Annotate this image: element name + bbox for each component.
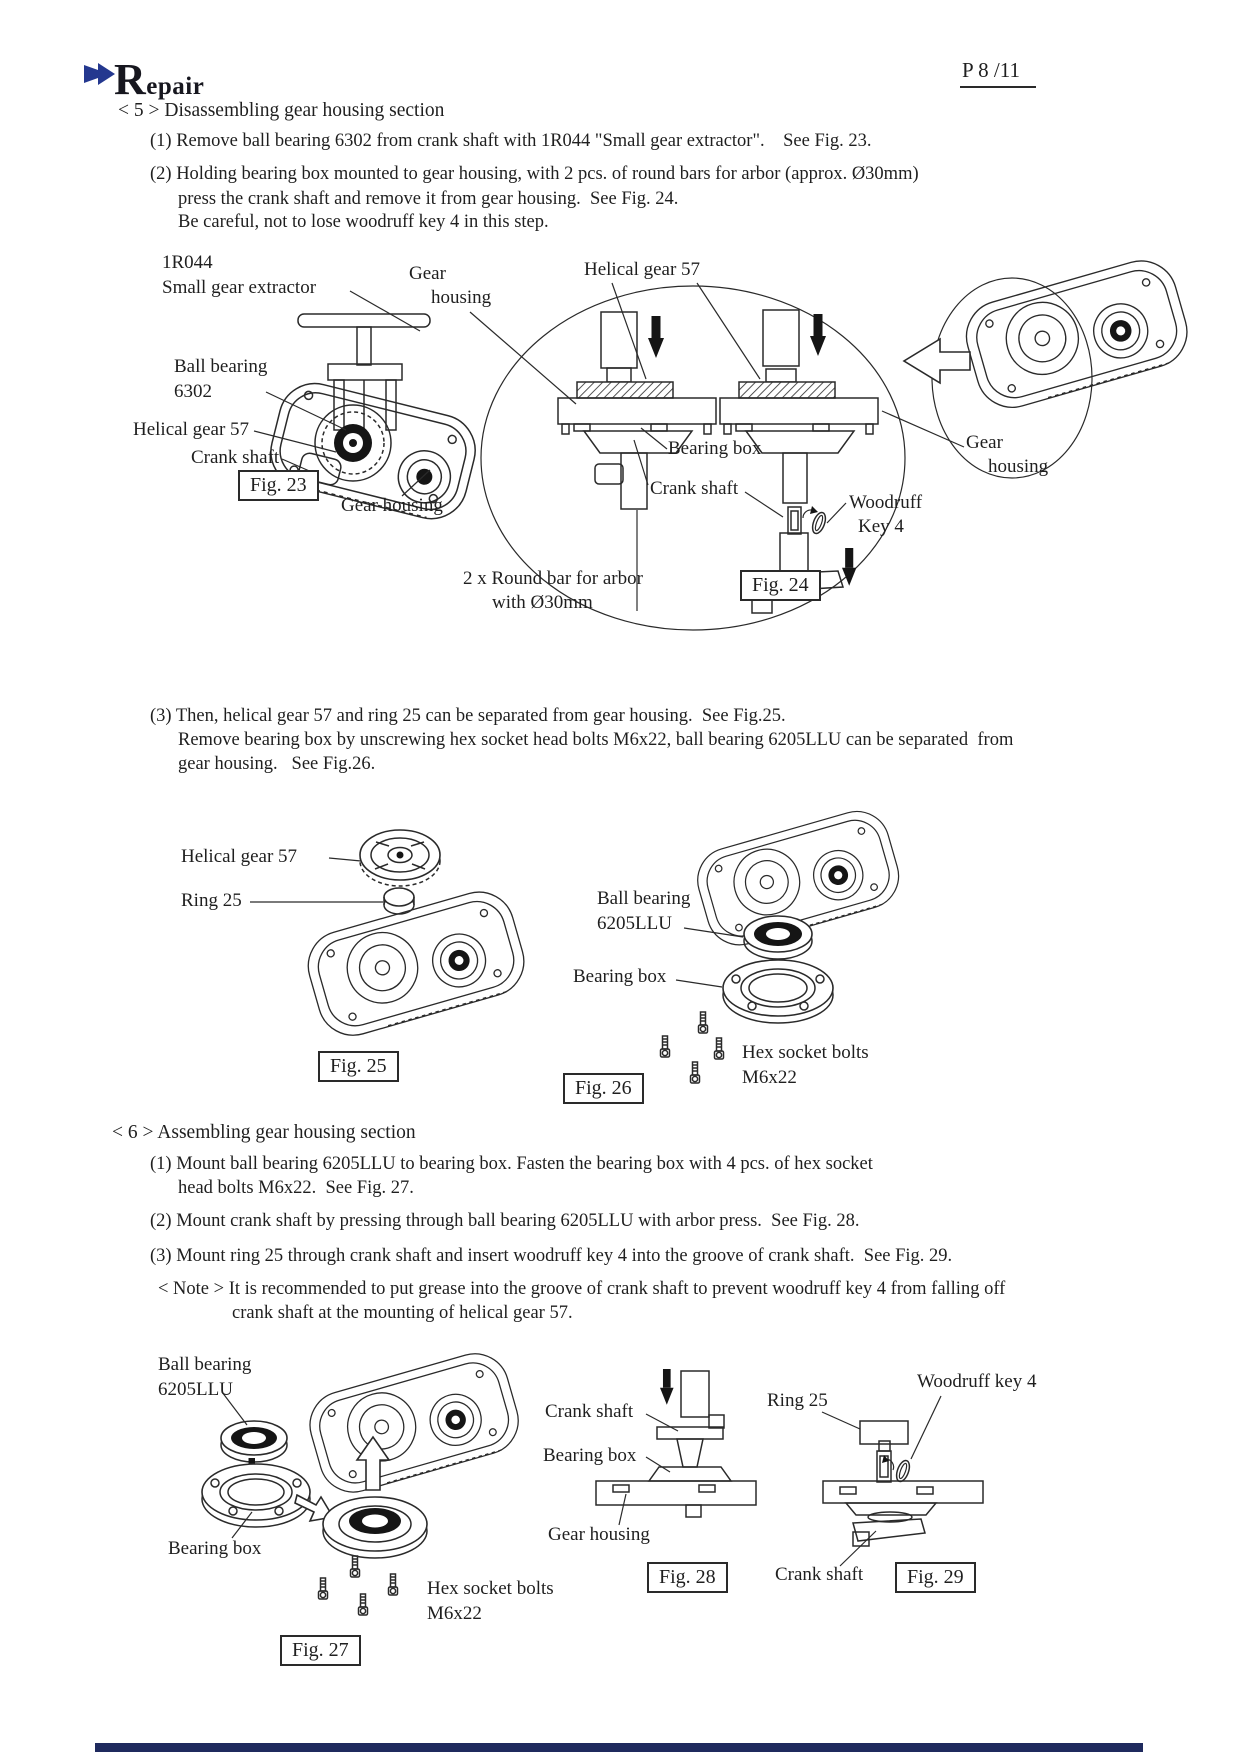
section5-step2-line3: Be careful, not to lose woodruff key 4 in this step. <box>178 212 549 232</box>
bolt-icon <box>359 1594 368 1615</box>
fig28-label-gear-housing: Gear housing <box>548 1524 650 1545</box>
fig24-caption: Fig. 24 <box>740 570 821 601</box>
fig26-caption: Fig. 26 <box>563 1073 644 1104</box>
fig24-gear-housing-3d <box>904 252 1195 478</box>
header-arrow-icon <box>84 63 115 85</box>
fig24-label-woodruff-line2: Key 4 <box>858 516 904 537</box>
section6-note-line1: < Note > It is recommended to put grease into the groove of crank shaft to prevent woodruff key 4 from falling off <box>158 1279 1006 1299</box>
fig29-label-crank-shaft: Crank shaft <box>775 1564 864 1585</box>
fig27-label-bearing-box: Bearing box <box>168 1538 262 1559</box>
fig29-label-ring: Ring 25 <box>767 1390 828 1411</box>
fig26-label-hex-bolts-line2: M6x22 <box>742 1067 797 1088</box>
fig23-caption: Fig. 23 <box>238 470 319 501</box>
section6-step2: (2) Mount crank shaft by pressing through ball bearing 6205LLU with arbor press. See Fig. 28. <box>150 1211 860 1231</box>
section6-step1-line1: (1) Mount ball bearing 6205LLU to bearing box. Fasten the bearing box with 4 pcs. of hex socket <box>150 1154 873 1174</box>
section5-step1: (1) Remove ball bearing 6302 from crank shaft with 1R044 "Small gear extractor". See Fig. 23. <box>150 131 872 151</box>
fig25-caption: Fig. 25 <box>318 1051 399 1082</box>
press-arrow-icon <box>648 316 664 358</box>
fig26-label-bearing-box: Bearing box <box>573 966 667 987</box>
fig28-label-crank-shaft: Crank shaft <box>545 1401 634 1422</box>
fig27-label-ball-bearing-line1: Ball bearing <box>158 1354 252 1375</box>
fig24-label-woodruff-line1: Woodruff <box>849 492 923 513</box>
detail-arrow-icon <box>904 339 970 383</box>
section6-step3: (3) Mount ring 25 through crank shaft and insert woodruff key 4 into the groove of crank shaft. See Fig. 29. <box>150 1246 953 1266</box>
fig23-label-gear-housing: Gear housing <box>341 495 443 516</box>
press-arrow-icon <box>842 548 856 586</box>
section5-step2-line1: (2) Holding bearing box mounted to gear housing, with 2 pcs. of round bars for arbor (approx. Ø30mm) <box>150 164 919 184</box>
section6-step1-line2: head bolts M6x22. See Fig. 27. <box>178 1178 414 1198</box>
fig23-label-ball-bearing-line1: Ball bearing <box>174 356 268 377</box>
fig24-label-gear-housing-left-line1: Gear <box>409 263 446 284</box>
fig29-label-woodruff-key: Woodruff key 4 <box>917 1371 1037 1392</box>
fig27-caption: Fig. 27 <box>280 1635 361 1666</box>
fig24-label-crank-shaft: Crank shaft <box>650 478 739 499</box>
fig24-label-round-bar-line2: with Ø30mm <box>492 592 593 613</box>
section6-heading: < 6 > Assembling gear housing section <box>112 1122 416 1143</box>
fig23-label-crank-shaft: Crank shaft <box>191 447 280 468</box>
fig23-label-tool-line2: Small gear extractor <box>162 277 317 298</box>
bolt-icon <box>691 1062 700 1083</box>
bolt-icon <box>319 1578 328 1599</box>
fig24-label-gear-housing-left-line2: housing <box>431 287 492 308</box>
fig24-label-gear-housing-right-line1: Gear <box>966 432 1003 453</box>
fig24-label-round-bar-line1: 2 x Round bar for arbor <box>463 568 643 589</box>
fig24-label-helical-gear: Helical gear 57 <box>584 259 701 280</box>
bolt-icon <box>699 1012 708 1033</box>
fig24-label-gear-housing-right-line2: housing <box>988 456 1049 477</box>
fig24-label-bearing-box: Bearing box <box>668 438 762 459</box>
fig23-label-tool-line1: 1R044 <box>162 252 213 273</box>
fig29-drawing <box>822 1396 983 1566</box>
fig25-label-ring: Ring 25 <box>181 890 242 911</box>
fig23-label-helical-gear: Helical gear 57 <box>133 419 250 440</box>
fig26-label-ball-bearing-line1: Ball bearing <box>597 888 691 909</box>
fig29-caption: Fig. 29 <box>895 1562 976 1593</box>
bolt-icon <box>389 1574 398 1595</box>
fig27-drawing <box>202 1346 526 1615</box>
fig25-label-helical-gear: Helical gear 57 <box>181 846 298 867</box>
section5-step3-line2: Remove bearing box by unscrewing hex socket head bolts M6x22, ball bearing 6205LLU can be separated from <box>178 730 1014 750</box>
fig27-label-hex-bolts-line1: Hex socket bolts <box>427 1578 554 1599</box>
fig26-label-ball-bearing-line2: 6205LLU <box>597 913 672 934</box>
fig26-label-hex-bolts-line1: Hex socket bolts <box>742 1042 869 1063</box>
section5-step3-line3: gear housing. See Fig.26. <box>178 754 376 774</box>
fig27-label-hex-bolts-line2: M6x22 <box>427 1603 482 1624</box>
section6-note-line2: crank shaft at the mounting of helical gear 57. <box>232 1303 573 1323</box>
bolt-icon <box>661 1036 670 1057</box>
fig28-label-bearing-box: Bearing box <box>543 1445 637 1466</box>
page-title: Repair <box>114 55 205 104</box>
footer-bar <box>95 1743 1143 1752</box>
section5-heading: < 5 > Disassembling gear housing section <box>118 100 445 121</box>
press-arrow-icon <box>810 314 826 356</box>
fig23-label-ball-bearing-line2: 6302 <box>174 381 212 402</box>
press-arrow-icon <box>660 1369 674 1405</box>
fig27-label-ball-bearing-line2: 6205LLU <box>158 1379 233 1400</box>
fig28-caption: Fig. 28 <box>647 1562 728 1593</box>
bolt-icon <box>715 1038 724 1059</box>
section5-step3-line1: (3) Then, helical gear 57 and ring 25 can be separated from gear housing. See Fig.25. <box>150 706 786 726</box>
bolt-icon <box>351 1556 360 1577</box>
section5-step2-line2: press the crank shaft and remove it from gear housing. See Fig. 24. <box>178 189 679 209</box>
page-number: P 8 /11 <box>960 58 1036 88</box>
